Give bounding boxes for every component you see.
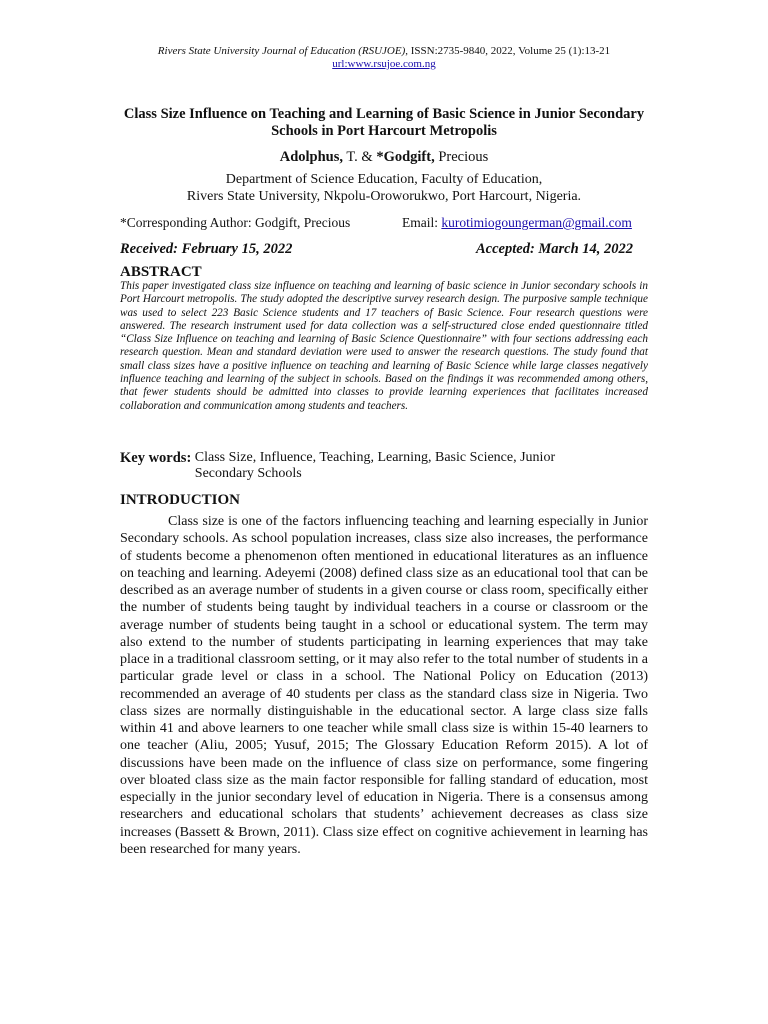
introduction-heading: INTRODUCTION bbox=[120, 492, 241, 508]
affiliation-line-2: Rivers State University, Nkpolu-Oroworukwo, Port Harcourt, Nigeria. bbox=[186, 189, 582, 204]
author2-surname: *Godgift, bbox=[376, 149, 435, 165]
email-label: Email: bbox=[402, 215, 442, 230]
abstract-heading: ABSTRACT bbox=[120, 264, 202, 280]
affiliation-line-1: Department of Science Education, Faculty of Education, bbox=[225, 172, 543, 187]
author1-surname: Adolphus, bbox=[279, 149, 343, 165]
keywords bbox=[120, 450, 648, 482]
journal-name: Rivers State University Journal of Education (RSUJOE) bbox=[157, 45, 406, 57]
keywords-text: Class Size, Influence, Teaching, Learning, Basic Science, Junior Secondary Schools bbox=[194, 450, 556, 481]
introduction-text: Class size is one of the factors influencing teaching and learning especially in Junior Secondary schools. As school population increases, class size also increases, the performance of students become a phenomenon often mentioned in educational literatures as an influence on teaching and learning. Adeyemi (2008) defined class size as an educational tool that can be described as an average number of students in a given course or class room, specifically either the number of students being taught by individual teachers in a course or classroom or the average number of students being taught in a school or educational system. The term may also extend to the number of students participating in learning experiences that may take place in a traditional classroom setting, or it may also refer to the total number of students in a particular grade level or class in a school. The National Policy on Education (2013) recommended an average of 40 students per class as the standard class size in Nigeria. Two class sizes are normally distinguishable in the educational sector. A large class size falls within 41 and above learners to one teacher while small class size is within 15-40 learners to one teacher (Aliu, 2005; Yusuf, 2015; The Glossary Education Reform 2015). A lot of discussions have been made on the influence of class size on performance, some fingering over bloated class size as the main factor responsible for falling standard of education, most especially in the junior secondary level of education in Nigeria. There is a consensus among researchers and educational scholars that students’ achievement decreases as class size increases (Bassett & Brown, 2011). Class size effect on cognitive achievement in learning has been researched for many years. bbox=[120, 514, 648, 857]
author2-rest: Precious bbox=[434, 149, 489, 165]
corresponding-author: *Corresponding Author: Godgift, Precious bbox=[120, 215, 351, 230]
email-line bbox=[402, 215, 632, 231]
journal-url-link[interactable]: url:www.rsujoe.com.ng bbox=[332, 58, 436, 70]
authors-line bbox=[0, 149, 768, 166]
affiliation bbox=[0, 171, 768, 205]
paper-title: Class Size Influence on Teaching and Learning of Basic Science in Junior Secondary Schools in Port Harcourt Metropolis bbox=[123, 106, 645, 139]
journal-header bbox=[0, 45, 768, 57]
keywords-label: Key words: bbox=[120, 450, 192, 466]
journal-url[interactable] bbox=[0, 58, 768, 70]
abstract-text: This paper investigated class size influence on teaching and learning of basic science in Junior secondary schools in Port Harcourt metropolis. The study adopted the descriptive survey research design. The purposive sample technique was used to select 223 Basic Science students and 17 teachers of Basic Science. Four research questions were answered. The research instrument used for data collection was a self-structured close ended questionnaire titled “Class Size Influence on teaching and learning of Basic Science Questionnaire” with four sections addressing each research question. Mean and standard deviation were used to answer the research questions. The study found that small class sizes have a positive influence on teaching and learning of Basic Science while large classes negatively influence teaching and learning of the subject in schools. Based on the findings it was recommended among others, that fewer students should be admitted into classes to provide learning experiences that facilitates increased collaboration and communication among students and teachers. bbox=[120, 280, 648, 412]
author1-rest: T. & bbox=[343, 149, 377, 165]
journal-meta: , ISSN:2735-9840, 2022, Volume 25 (1):13-21 bbox=[405, 45, 611, 57]
email-link[interactable]: kurotimiogoungerman@gmail.com bbox=[441, 215, 632, 230]
received-date: Received: February 15, 2022 bbox=[120, 241, 293, 257]
accepted-date: Accepted: March 14, 2022 bbox=[476, 241, 634, 257]
